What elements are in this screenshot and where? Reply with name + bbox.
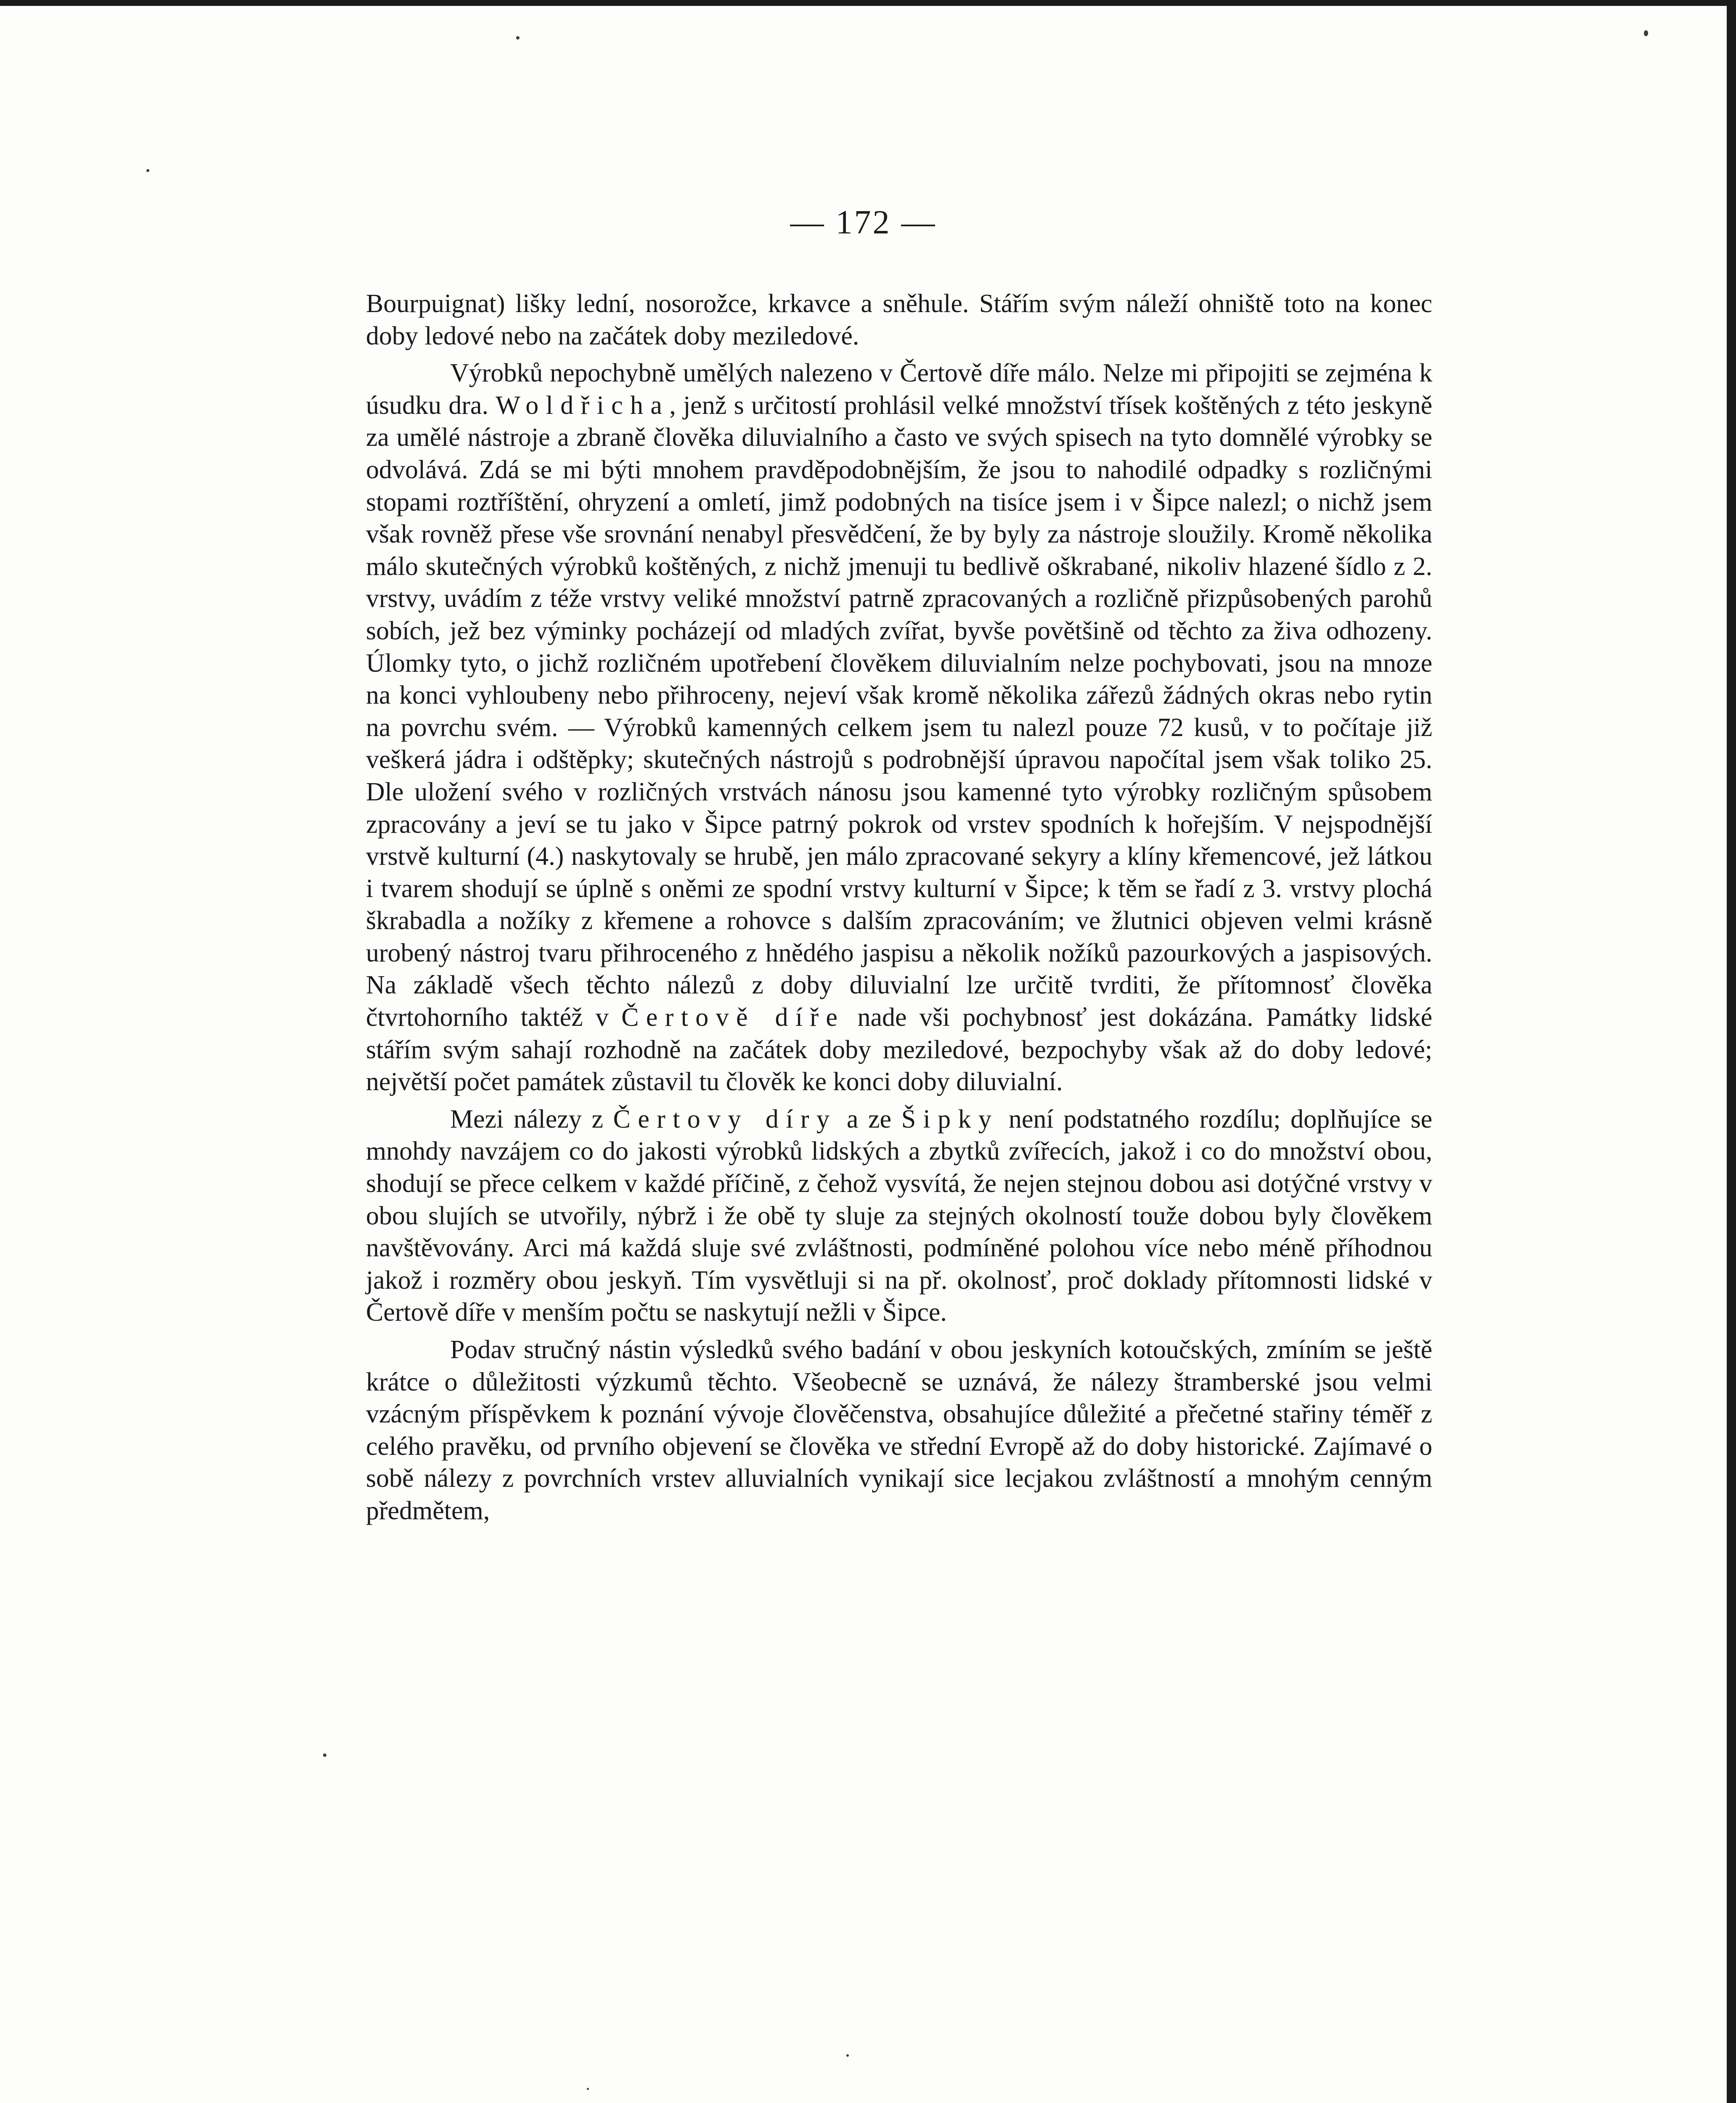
scan-speck [587, 2088, 589, 2090]
scan-speck [516, 36, 519, 40]
text-segment: nade vši pochybnosť jest dokázána. Památky lidské stářím svým sahají rozhodně na začátek doby meziledové, bezpochyby však až do doby ledové; největší počet památek zůstavil tu člověk ke konci doby diluvialní. [366, 1003, 1432, 1097]
paragraph-comparison [366, 1103, 1432, 1329]
scan-speck [846, 2054, 849, 2057]
scan-speck [323, 1753, 326, 1757]
paragraph-summary [366, 1334, 1432, 1527]
text-segment: Podav stručný nástin výsledků svého badání v obou jeskyních kotoučských, zmíním se ještě krátce o důležitosti výzkumů těchto. Všeobecně se uznává, že nálezy štramberské jsou velmi vzácným příspěvkem k poznání vývoje člověčenstva, obsahujíce důležité a přečetné stařiny téměř z celého pravěku, od prvního objevení se člověka ve střední Evropě až do doby historické. Zajímavé o sobě nálezy z povrchních vrstev alluvialních vynikají sice lecjakou zvláštností a mnohým cenným předmětem, [366, 1335, 1432, 1525]
text-segment: Mezi nálezy z [450, 1104, 613, 1134]
text-segment: není podstatného rozdílu; doplňujíce se mnohdy navzájem co do jakosti výrobků lidských a zbytků zvířecích, jakož i co do množství obou, shodují se přece celkem v každé příčině, z čehož vysvítá, že nejen stejnou dobou asi dotýčné vrstvy v obou slujích se utvořily, nýbrž i že obě ty sluje za stejných okolností touže dobou byly člověkem navštěvovány. Arci má každá sluje své zvláštnosti, podmíněné polohou více nebo méně příhodnou jakož i rozměry obou jeskyň. Tím vysvětluji si na př. okolnosť, proč doklady přítomnosti lidské v Čertově díře v menším počtu se naskytují nežli v Šipce. [366, 1104, 1433, 1327]
text-segment: a ze [837, 1104, 901, 1134]
text-segment: Výrobků nepochybně umělých nalezeno v Čertově díře málo. Nelze mi připojiti se zejména k úsudku dra. [366, 359, 1432, 420]
paragraph-cave-findings [366, 357, 1432, 1098]
page-number: — 172 — [790, 204, 937, 241]
place-name-sipky: Šipky [901, 1104, 999, 1134]
paragraph-continuation [366, 288, 1432, 352]
place-name-certovy-diry: Čertovy díry [613, 1104, 837, 1134]
text-segment: , jenž s určitostí prohlásil velké množství třísek koštěných z této jeskyně za umělé nástroje a zbraně člověka diluvialního a často ve svých spisech na tyto domnělé výrobky se odvolává. Zdá se mi býti mnohem pravděpodobnějším, že jsou to nahodilé odpadky s rozličnými stopami roztříštění, ohryzení a omletí, jimž podobných na tisíce jsem i v Šipce nalezl; o nichž jsem však rovněž přese vše srovnání nenabyl přesvědčení, že by byly za nástroje sloužily. Kromě několika málo skutečných výrobků koštěných, z nichž jmenuji tu bedlivě oškrabané, nikoliv hlazené šídlo z 2. vrstvy, uvádím z téže vrstvy veliké množství patrně zpracovaných a rozličně přizpůsobených parohů sobích, jež bez výminky pocházejí od mladých zvířat, byvše povětšině od těchto za živa odhozeny. Úlomky tyto, o jichž rozličném upotřebení člověkem diluvialním nelze pochybovati, jsou na mnoze na konci vyhloubeny nebo přihroceny, nejeví však kromě několika zářezů žádných okras nebo rytin na povrchu svém. — Výrobků kamenných celkem jsem tu nalezl pouze 72 kusů, v to počítaje již veškerá jádra i odštěpky; skutečných nástrojů s podrobnější úpravou napočítal jsem však toliko 25. Dle uložení svého v rozličných vrstvách nánosu jsou kamenné tyto výrobky rozličným spůsobem zpracovány a jeví se tu jako v Šipce patrný pokrok od vrstev spodních k hořejším. V nejspodnější vrstvě kulturní (4.) naskytovaly se hrubě, jen málo zpracované sekyry a klíny křemencové, jež látkou i tvarem shodují se úplně s oněmi ze spodní vrstvy kulturní v Šipce; k těm se řadí z 3. vrstvy plochá škrabadla a nožíky z křemene a rohovce s dalším zpracováním; ve žlutnici objeven velmi krásně urobený nástroj tvaru přihroceného z hnědého jaspisu a několik nožíků pazourkových a jaspisových. Na základě všech těchto nálezů z doby diluvialní lze určitě tvrditi, že přítomnosť člověka čtvrtohorního taktéž v [366, 391, 1433, 1032]
scan-speck [1644, 30, 1648, 36]
place-name-certova-dira: Čertově díře [621, 1003, 845, 1032]
text-segment: Bourpuignat) lišky lední, nosorožce, krkavce a sněhule. Stářím svým náleží ohniště toto na konec doby ledové nebo na začátek doby meziledové. [366, 289, 1432, 350]
author-name-woldrich: Woldřicha [496, 391, 670, 420]
scan-speck [146, 169, 149, 172]
body-text [366, 288, 1432, 1527]
